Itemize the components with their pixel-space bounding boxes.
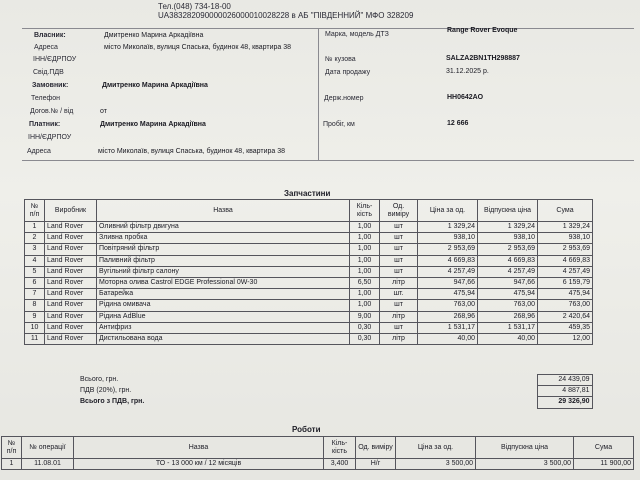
col-header: № п/п <box>2 437 22 459</box>
vat-value: 4 887,81 <box>537 386 592 397</box>
table-row <box>25 244 593 255</box>
table-cell: 12,00 <box>538 334 593 345</box>
owner-label: Власник: <box>34 32 66 39</box>
table-cell: 268,96 <box>478 311 538 322</box>
address-label: Адреса <box>34 44 58 51</box>
subtotal-label: Всього, грн. <box>80 376 119 383</box>
table-cell: Land Rover <box>45 278 97 289</box>
total-row <box>78 397 592 408</box>
table-cell: шт. <box>380 289 418 300</box>
plate-value: НН0642АО <box>447 94 484 101</box>
mileage-label: Пробіг, км <box>323 121 355 128</box>
table-cell: 475,94 <box>538 289 593 300</box>
table-cell: 1,00 <box>350 266 380 277</box>
table-cell: Паливний фільтр <box>97 255 350 266</box>
table-cell: 1,00 <box>350 222 380 233</box>
table-cell: шт <box>380 222 418 233</box>
customer-value: Дмитренко Марина Аркадіївна <box>102 82 208 89</box>
svid-label: Свід.ПДВ <box>33 69 64 76</box>
table-cell: Land Rover <box>45 311 97 322</box>
table-cell: Антифриз <box>97 322 350 333</box>
table-cell: Land Rover <box>45 322 97 333</box>
works-header-row <box>2 437 634 459</box>
table-cell: 2 420,64 <box>538 311 593 322</box>
table-cell: Моторна олива Castrol EDGE Professional 0W-30 <box>97 278 350 289</box>
parts-header-row <box>25 200 593 222</box>
table-cell: 9 <box>25 311 45 322</box>
payer-label: Платник: <box>29 121 61 128</box>
table-cell: 6 <box>25 278 45 289</box>
address2-label: Адреса <box>27 148 51 155</box>
table-row <box>25 222 593 233</box>
total-value: 29 326,90 <box>537 397 592 408</box>
table-cell: 459,35 <box>538 322 593 333</box>
contract-value: от <box>100 108 107 115</box>
table-cell: 4 669,83 <box>418 255 478 266</box>
table-cell: ТО - 13 000 км / 12 місяців <box>74 459 324 470</box>
table-cell: Land Rover <box>45 334 97 345</box>
table-cell: 4 257,49 <box>478 266 538 277</box>
table-row <box>25 322 593 333</box>
table-row <box>25 278 593 289</box>
table-cell: 1,00 <box>350 289 380 300</box>
col-header: Сума <box>574 437 634 459</box>
col-header: Од. виміру <box>356 437 396 459</box>
table-cell: 40,00 <box>418 334 478 345</box>
table-row <box>25 266 593 277</box>
table-cell: шт <box>380 322 418 333</box>
table-cell: 4 669,83 <box>478 255 538 266</box>
col-header: Ціна за од. <box>418 200 478 222</box>
table-cell: шт <box>380 266 418 277</box>
col-header: Кіль-кість <box>350 200 380 222</box>
col-header: Од. виміру <box>380 200 418 222</box>
table-cell: Батарейка <box>97 289 350 300</box>
table-cell: 4 669,83 <box>538 255 593 266</box>
table-cell: літр <box>380 334 418 345</box>
table-cell: шт <box>380 300 418 311</box>
col-header: Назва <box>74 437 324 459</box>
table-cell: літр <box>380 311 418 322</box>
parts-table <box>24 199 593 345</box>
table-cell: 2 953,69 <box>478 244 538 255</box>
table-cell: 3 500,00 <box>476 459 574 470</box>
info-bottom-rule <box>22 160 634 161</box>
table-cell: 0,30 <box>350 322 380 333</box>
table-cell: 7 <box>25 289 45 300</box>
table-cell: 938,10 <box>478 233 538 244</box>
sale-date-label: Дата продажу <box>325 69 371 76</box>
table-cell: 1 329,24 <box>478 222 538 233</box>
col-header: Кіль-кість <box>324 437 356 459</box>
works-table <box>1 436 634 470</box>
table-cell: 947,66 <box>418 278 478 289</box>
info-top-rule <box>22 28 634 29</box>
table-cell: Land Rover <box>45 255 97 266</box>
works-title: Роботи <box>292 425 321 434</box>
table-cell: Land Rover <box>45 300 97 311</box>
table-cell: 475,94 <box>478 289 538 300</box>
table-cell: 947,66 <box>478 278 538 289</box>
table-row <box>25 300 593 311</box>
owner-value: Дмитренко Марина Аркадіївна <box>104 32 204 39</box>
table-cell: Рідина AdBlue <box>97 311 350 322</box>
table-cell: Land Rover <box>45 244 97 255</box>
table-cell: літр <box>380 278 418 289</box>
contract-label: Догов.№ / від <box>30 108 74 115</box>
table-cell: Н/г <box>356 459 396 470</box>
col-header: Назва <box>97 200 350 222</box>
subtotal-value: 24 439,09 <box>537 375 592 386</box>
table-row <box>25 289 593 300</box>
table-cell: Land Rover <box>45 222 97 233</box>
table-cell: 9,00 <box>350 311 380 322</box>
col-header: Сума <box>538 200 593 222</box>
table-row <box>25 334 593 345</box>
col-header: № п/п <box>25 200 45 222</box>
customer-label: Замовник: <box>32 82 69 89</box>
table-cell: 3,400 <box>324 459 356 470</box>
subtotal-row <box>78 375 592 386</box>
table-cell: Оливний фільтр двигуна <box>97 222 350 233</box>
table-cell: Вугільний фільтр салону <box>97 266 350 277</box>
model-label: Марка, модель ДТЗ <box>325 31 389 38</box>
table-cell: 763,00 <box>538 300 593 311</box>
inn-label: ІНН/ЄДРПОУ <box>33 56 77 63</box>
table-cell: 475,94 <box>418 289 478 300</box>
col-header: Виробник <box>45 200 97 222</box>
parts-totals <box>78 374 593 409</box>
table-cell: Повітряний фільтр <box>97 244 350 255</box>
table-cell: шт <box>380 233 418 244</box>
table-row <box>2 459 634 470</box>
table-cell: 40,00 <box>478 334 538 345</box>
payer-value: Дмитренко Марина Аркадіївна <box>100 121 206 128</box>
table-cell: 1 531,17 <box>478 322 538 333</box>
address-value: місто Миколаїв, вулиця Спаська, будинок 48, квартира 38 <box>104 44 292 51</box>
total-label: Всього з ПДВ, грн. <box>80 398 145 406</box>
table-cell: 2 <box>25 233 45 244</box>
table-cell: 1 <box>25 222 45 233</box>
table-cell: 2 953,69 <box>418 244 478 255</box>
table-cell: Land Rover <box>45 266 97 277</box>
vin-value: SALZA2BN1TH298887 <box>446 55 520 62</box>
col-header: Ціна за од. <box>396 437 476 459</box>
table-cell: 0,30 <box>350 334 380 345</box>
table-cell: 1,00 <box>350 244 380 255</box>
table-cell: 1,00 <box>350 300 380 311</box>
table-cell: 8 <box>25 300 45 311</box>
table-cell: шт <box>380 244 418 255</box>
table-cell: шт <box>380 255 418 266</box>
table-cell: 1 329,24 <box>538 222 593 233</box>
table-cell: 10 <box>25 322 45 333</box>
col-header: № операції <box>22 437 74 459</box>
table-cell: 6,50 <box>350 278 380 289</box>
table-cell: 11 900,00 <box>574 459 634 470</box>
table-row <box>25 255 593 266</box>
model-value: Range Rover Evoque <box>447 27 518 34</box>
table-row <box>25 233 593 244</box>
table-cell: Land Rover <box>45 233 97 244</box>
inn2-label: ІНН/ЄДРПОУ <box>28 134 72 141</box>
table-cell: Дистильована вода <box>97 334 350 345</box>
table-cell: 1 <box>2 459 22 470</box>
table-cell: 1 531,17 <box>418 322 478 333</box>
table-cell: 3 500,00 <box>396 459 476 470</box>
table-cell: 938,10 <box>418 233 478 244</box>
table-cell: 4 <box>25 255 45 266</box>
address2-value: місто Миколаїв, вулиця Спаська, будинок 48, квартира 38 <box>98 148 286 155</box>
table-cell: 4 257,49 <box>418 266 478 277</box>
table-cell: 1,00 <box>350 233 380 244</box>
table-cell: 6 159,79 <box>538 278 593 289</box>
plate-label: Держ.номер <box>324 95 364 102</box>
table-cell: 11.08.01 <box>22 459 74 470</box>
mileage-value: 12 666 <box>447 120 469 127</box>
table-cell: Land Rover <box>45 289 97 300</box>
table-cell: 938,10 <box>538 233 593 244</box>
vat-row <box>78 386 592 397</box>
table-cell: 4 257,49 <box>538 266 593 277</box>
company-phone: Тел.(048) 734-18-00 <box>158 2 231 11</box>
table-cell: 11 <box>25 334 45 345</box>
sale-date-value: 31.12.2025 р. <box>446 68 489 75</box>
table-cell: 3 <box>25 244 45 255</box>
table-cell: Зливна пробка <box>97 233 350 244</box>
table-cell: Рідина омивача <box>97 300 350 311</box>
table-row <box>25 311 593 322</box>
parts-title: Запчастини <box>284 189 331 198</box>
table-cell: 5 <box>25 266 45 277</box>
table-cell: 1 329,24 <box>418 222 478 233</box>
col-header: Відпускна ціна <box>478 200 538 222</box>
table-cell: 763,00 <box>418 300 478 311</box>
table-cell: 268,96 <box>418 311 478 322</box>
table-cell: 1,00 <box>350 255 380 266</box>
vin-label: № кузова <box>325 56 356 63</box>
table-cell: 763,00 <box>478 300 538 311</box>
company-account: UA383282090000026000010028228 в АБ "ПІВДЕННИЙ" МФО 328209 <box>158 11 414 20</box>
phone-label: Телефон <box>31 95 61 102</box>
col-header: Відпускна ціна <box>476 437 574 459</box>
vat-label: ПДВ (20%), грн. <box>80 387 132 395</box>
table-cell: 2 953,69 <box>538 244 593 255</box>
info-divider <box>318 28 319 160</box>
